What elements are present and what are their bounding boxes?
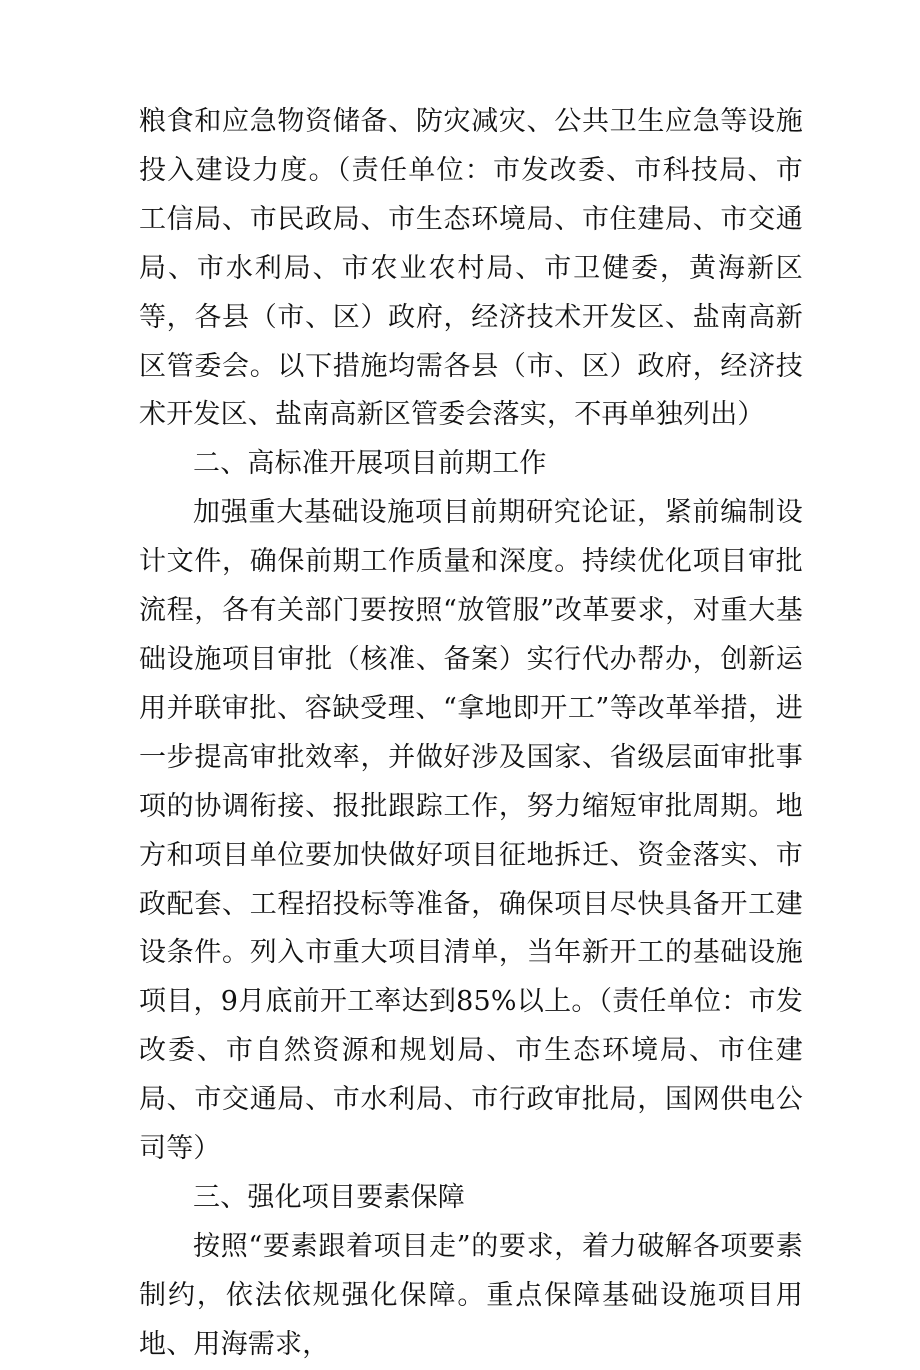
paragraph-continued: 粮食和应急物资储备、防灾减灾、公共卫生应急等设施投入建设力度。（责任单位：市发改委、市科技局、市工信局、市民政局、市生态环境局、市住建局、市交通局、市水利局、市农业农村局、市卫健委，黄海新区等，各县（市、区）政府，经济技术开发区、盐南高新区管委会。以下措施均需各县（市、区）政府，经济技术开发区、盐南高新区管委会落实，不再单独列出） (139, 106, 803, 431)
paragraph-section-2: 加强重大基础设施项目前期研究论证，紧前编制设计文件，确保前期工作质量和深度。持续优化项目审批流程，各有关部门要按照“放管服”改革要求，对重大基础设施项目审批（核准、备案）实行代办帮办，创新运用并联审批、容缺受理、“拿地即开工”等改革举措，进一步提高审批效率，并做好涉及国家、省级层面审批事项的协调衔接、报批跟踪工作，努力缩短审批周期。地方和项目单位要加快做好项目征地拆迁、资金落实、市政配套、工程招投标等准备，确保项目尽快具备开工建设条件。列入市重大项目清单，当年新开工的基础设施项目，9月底前开工率达到85%以上。（责任单位：市发改委、市自然资源和规划局、市生态环境局、市住建局、市交通局、市水利局、市行政审批局，国网供电公司等） (139, 497, 803, 1165)
document-body (139, 98, 803, 1370)
section-heading-2: 二、高标准开展项目前期工作 (193, 448, 547, 480)
section-heading-3: 三、强化项目要素保障 (193, 1181, 465, 1213)
paragraph-section-3: 按照“要素跟着项目走”的要求，着力破解各项要素制约，依法依规强化保障。重点保障基础设施项目用地、用海需求， (139, 1230, 803, 1360)
